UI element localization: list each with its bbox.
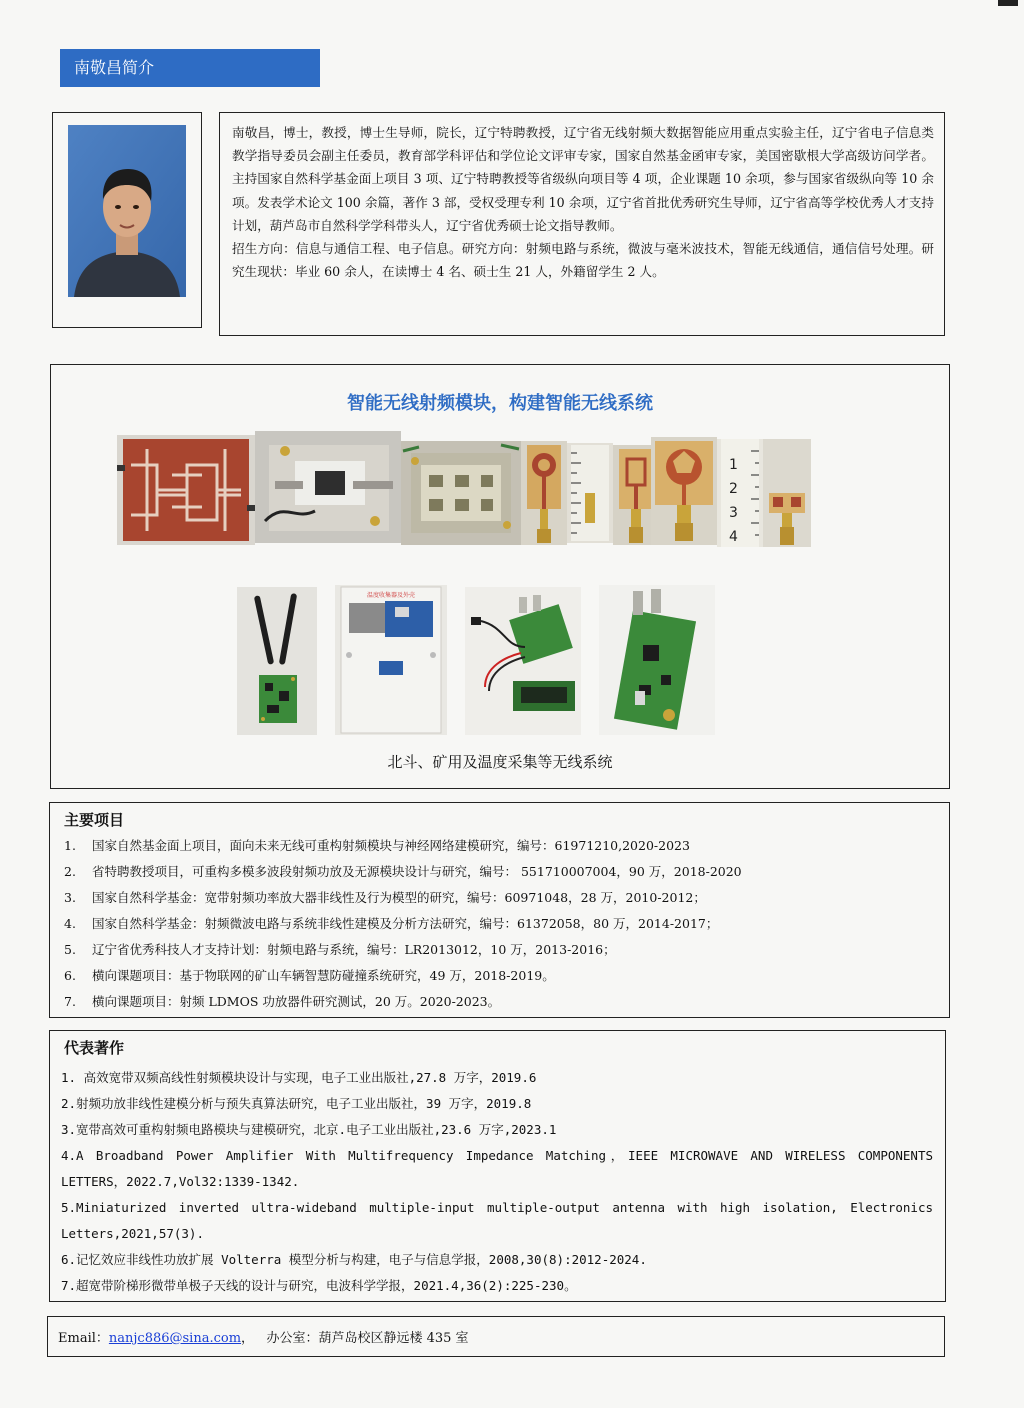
item-text: 国家自然基金面上项目，面向未来无线可重构射频模块与神经网络建模研究，编号：61971210,2020-2023 bbox=[92, 838, 690, 853]
list-item bbox=[64, 833, 939, 859]
item-text: 国家自然科学基金：射频微波电路与系统非线性建模及分析方法研究，编号：61372058，80 万，2014-2017； bbox=[92, 916, 719, 931]
ruler-number: 4 bbox=[729, 529, 738, 545]
list-item: 2.射频功放非线性建模分析与预失真算法研究，电子工业出版社，39 万字，2019.8 bbox=[61, 1096, 532, 1111]
page-title: 南敬昌简介 bbox=[60, 49, 320, 87]
list-item bbox=[64, 937, 939, 963]
item-text: 横向课题项目：基于物联网的矿山车辆智慧防碰撞系统研究，49 万，2018-2019。 bbox=[92, 968, 555, 983]
ruler-number: 1 bbox=[729, 457, 738, 473]
list-item: 5.Miniaturized inverted ultra-wideband multiple-input multiple-output antenna with high isolation, Electronics Letters,2021,57(3). bbox=[61, 1200, 933, 1241]
bio-paragraph-2: 招生方向：信息与通信工程、电子信息。研究方向：射频电路与系统，微波与毫米波技术，智能无线通信，通信信号处理。研究生现状：毕业 60 余人，在读博士 4 名、硕士生 21 人，外籍留学生 2 人。 bbox=[232, 241, 934, 280]
temperature-collector-photo bbox=[335, 585, 447, 735]
list-item: 3.宽带高效可重构射频电路模块与建模研究，北京.电子工业出版社,23.6 万字,2023.1 bbox=[61, 1122, 557, 1137]
list-item bbox=[64, 859, 939, 885]
bio-paragraph-1: 南敬昌，博士，教授，博士生导师，院长，辽宁特聘教授，辽宁省无线射频大数据智能应用重点实验主任，辽宁省电子信息类教学指导委员会副主任委员，教育部学科评估和学位论文评审专家，国家自然基金函审专家，美国密歇根大学高级访问学者。主持国家自然科学基金面上项目 3 项、辽宁特聘教授等省级纵向项目等 4 项，企业课题 10 余项，参与国家省级纵向等 10 余项。发表学术论文 100 余篇，著作 3 部，受权受理专利 10 余项，辽宁省首批优秀研究生导师，辽宁省高等学校优秀人才支持计划，葫芦岛市自然科学学科带头人，辽宁省优秀硕士论文指导教师。 bbox=[232, 125, 934, 233]
item-text: 横向课题项目：射频 LDMOS 功放器件研究测试，20 万。2020-2023。 bbox=[92, 994, 501, 1009]
item-text: 国家自然科学基金：宽带射频功率放大器非线性及行为模型的研究，编号：60971048，28 万，2010-2012； bbox=[92, 890, 706, 905]
separator: ， bbox=[241, 1331, 255, 1346]
list-item: 1. 高效宽带双频高线性射频模块设计与实现，电子工业出版社,27.8 万字，2019.6 bbox=[61, 1070, 537, 1085]
office-address: 办公室：葫芦岛校区静远楼 435 室 bbox=[266, 1331, 469, 1346]
item-number: 6. bbox=[64, 968, 76, 983]
mine-system-photo bbox=[465, 587, 581, 735]
contact-section bbox=[47, 1316, 945, 1357]
publications-title: 代表著作 bbox=[64, 1039, 125, 1057]
list-item: 6.记忆效应非线性功放扩展 Volterra 模型分析与构建，电子与信息学报，2008,30(8):2012-2024. bbox=[61, 1252, 647, 1267]
red-pcb-filter-photo bbox=[117, 435, 255, 545]
list-item bbox=[64, 989, 939, 1015]
list-item: 4.A Broadband Power Amplifier With Multifrequency Impedance Matching，IEEE MICROWAVE AND WIRELESS COMPONENTS LETTERS，2022.7,Vol32:1339-1342. bbox=[61, 1148, 933, 1189]
item-text: 省特聘教授项目，可重构多模多波段射频功放及无源模块设计与研究，编号： 551710007004，90 万，2018-2020 bbox=[92, 864, 742, 879]
ruler-photo-2 bbox=[717, 439, 763, 547]
sensor-board-photo bbox=[599, 585, 715, 735]
list-item bbox=[64, 911, 939, 937]
item-number: 2. bbox=[64, 864, 76, 879]
portrait-frame bbox=[52, 112, 202, 328]
contact-line bbox=[58, 1327, 469, 1346]
projects-list bbox=[64, 833, 939, 1015]
publications-section bbox=[49, 1030, 946, 1302]
item-number: 7. bbox=[64, 994, 76, 1009]
portrait-photo bbox=[68, 125, 186, 297]
email-link[interactable]: nanjc886@sina.com bbox=[108, 1331, 242, 1346]
device-label: 温度收集器及外壳 bbox=[366, 592, 416, 599]
item-number: 4. bbox=[64, 916, 76, 931]
beidou-module-photo bbox=[237, 587, 317, 735]
list-item bbox=[64, 963, 939, 989]
gallery-heading: 智能无线射频模块，构建智能无线系统 bbox=[347, 393, 653, 414]
list-item bbox=[64, 885, 939, 911]
projects-section bbox=[49, 802, 950, 1018]
item-number: 5. bbox=[64, 942, 76, 957]
email-label: Email： bbox=[58, 1331, 109, 1346]
list-item: 7.超宽带阶梯形微带单极子天线的设计与研究，电波科学学报，2021.4,36(2):225-230。 bbox=[61, 1278, 577, 1293]
ruler-number: 2 bbox=[729, 481, 738, 497]
fractal-antenna-photo bbox=[651, 437, 717, 545]
ruler-photo-1 bbox=[567, 443, 613, 543]
amplifier-board-photo-2 bbox=[401, 441, 521, 545]
item-text: 辽宁省优秀科技人才支持计划：射频电路与系统，编号：LR2013012，10 万，2013-2016； bbox=[92, 942, 616, 957]
rf-module-gallery bbox=[50, 364, 950, 789]
small-antenna-photo bbox=[763, 439, 811, 547]
amplifier-board-photo-1 bbox=[255, 431, 401, 543]
corner-mark bbox=[998, 0, 1018, 6]
publications-list bbox=[61, 1065, 933, 1299]
biography bbox=[219, 112, 945, 336]
projects-title: 主要项目 bbox=[64, 811, 125, 829]
ruler-number: 3 bbox=[729, 505, 738, 521]
circular-antenna-photo bbox=[521, 441, 567, 545]
gallery-caption: 北斗、矿用及温度采集等无线系统 bbox=[387, 753, 613, 771]
item-number: 3. bbox=[64, 890, 76, 905]
item-number: 1. bbox=[64, 838, 76, 853]
